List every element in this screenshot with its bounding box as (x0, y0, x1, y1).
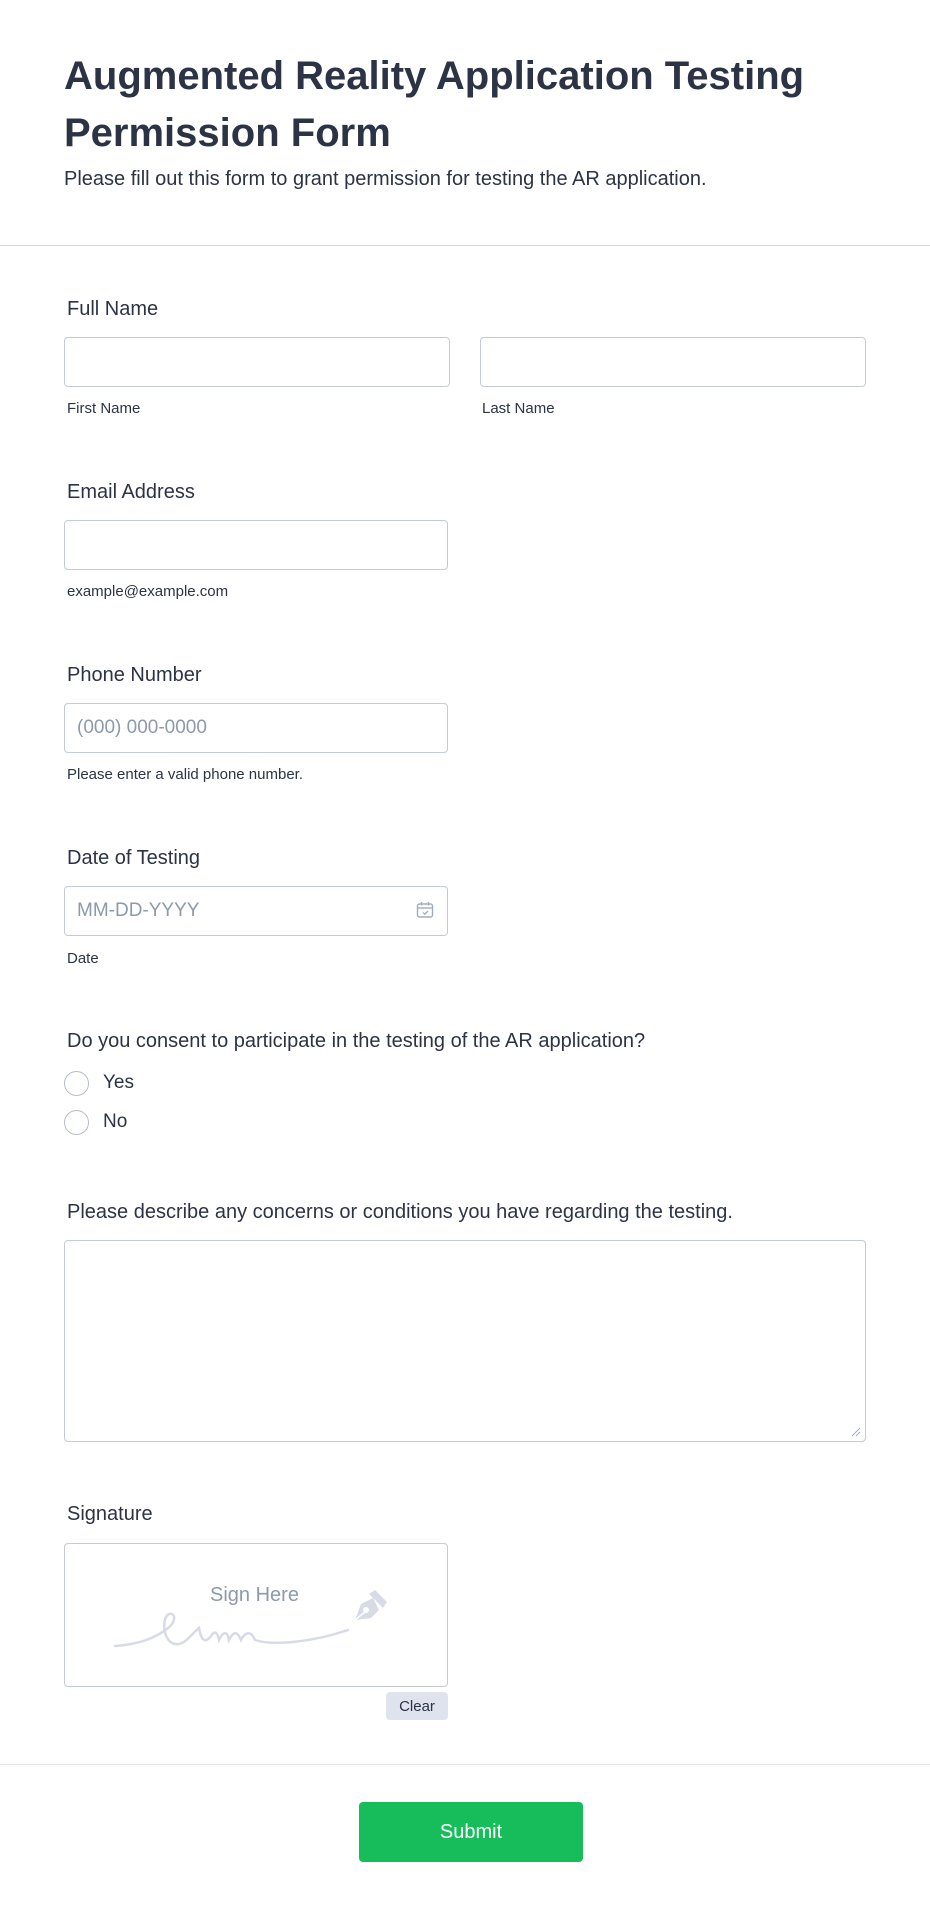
first-name-input[interactable] (64, 337, 450, 387)
last-name-input[interactable] (480, 337, 866, 387)
last-name-sublabel: Last Name (482, 400, 555, 417)
consent-question: Do you consent to participate in the testing of the AR application? (67, 1030, 646, 1052)
date-hint: Date (67, 950, 99, 967)
signature-pad[interactable] (64, 1543, 448, 1687)
date-label: Date of Testing (67, 847, 201, 869)
clear-signature-button[interactable]: Clear (386, 1692, 448, 1720)
phone-hint: Please enter a valid phone number. (67, 766, 303, 783)
phone-input[interactable] (64, 703, 448, 753)
full-name-label: Full Name (67, 298, 159, 320)
radio-yes-label[interactable]: Yes (103, 1072, 134, 1093)
concerns-label: Please describe any concerns or conditions you have regarding the testing. (67, 1201, 733, 1223)
consent-option-no[interactable] (64, 1109, 127, 1135)
date-input[interactable] (64, 886, 448, 936)
pen-nib-icon (349, 1586, 391, 1628)
consent-option-yes[interactable] (64, 1070, 134, 1096)
page-subtitle: Please fill out this form to grant permission for testing the AR application. (64, 168, 707, 190)
first-name-sublabel: First Name (67, 400, 141, 417)
email-input[interactable] (64, 520, 448, 570)
page-title: Augmented Reality Application Testing Permission Form (64, 54, 805, 155)
footer-divider (0, 1764, 930, 1765)
email-hint: example@example.com (67, 583, 229, 600)
submit-button[interactable]: Submit (359, 1802, 583, 1862)
radio-no-label[interactable]: No (103, 1111, 128, 1132)
signature-placeholder: Sign Here (210, 1584, 299, 1606)
calendar-icon[interactable] (415, 900, 435, 920)
resize-grip-icon[interactable] (851, 1427, 861, 1437)
email-label: Email Address (67, 481, 195, 503)
radio-yes[interactable] (64, 1071, 89, 1096)
radio-no[interactable] (64, 1110, 89, 1135)
signature-label: Signature (67, 1503, 153, 1525)
phone-label: Phone Number (67, 664, 202, 686)
concerns-textarea[interactable] (64, 1240, 866, 1442)
form-header (0, 0, 930, 246)
